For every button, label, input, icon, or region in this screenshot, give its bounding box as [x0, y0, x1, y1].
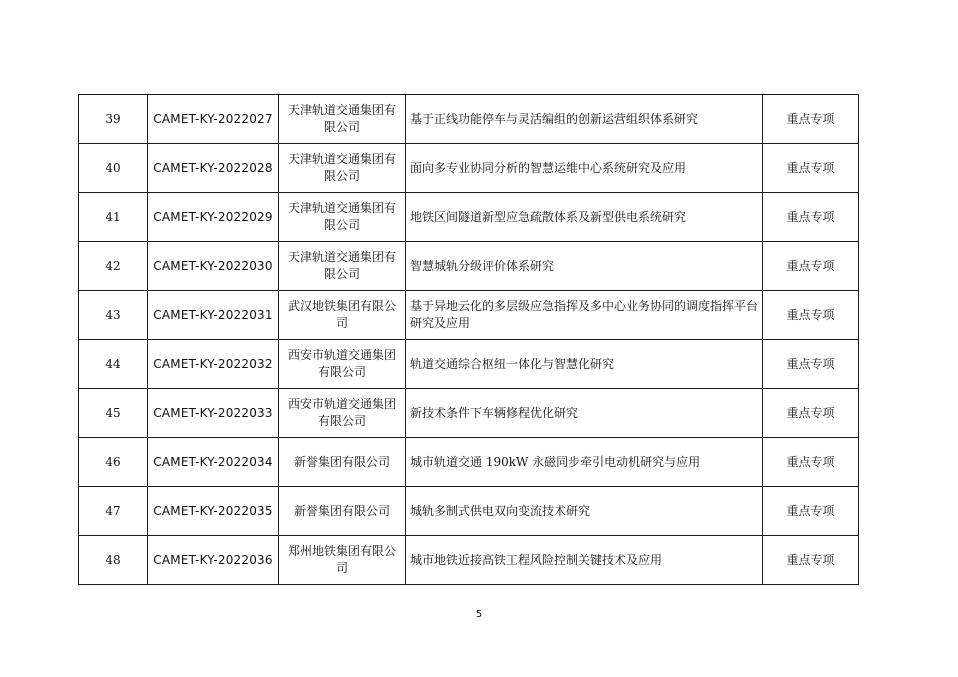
project-title-cell: 轨道交通综合枢纽一体化与智慧化研究 — [406, 340, 763, 389]
row-number-cell: 44 — [79, 340, 148, 389]
organization-cell: 天津轨道交通集团有限公司 — [279, 242, 406, 291]
row-number-cell: 48 — [79, 536, 148, 585]
project-title-cell: 基于异地云化的多层级应急指挥及多中心业务协同的调度指挥平台研究及应用 — [406, 291, 763, 340]
project-type-cell: 重点专项 — [763, 438, 859, 487]
row-number-cell: 39 — [79, 95, 148, 144]
project-title-cell: 面向多专业协同分析的智慧运维中心系统研究及应用 — [406, 144, 763, 193]
project-code-cell: CAMET-KY-2022035 — [148, 487, 279, 536]
project-code-cell: CAMET-KY-2022032 — [148, 340, 279, 389]
project-type-cell: 重点专项 — [763, 193, 859, 242]
row-number-cell: 45 — [79, 389, 148, 438]
project-type-cell: 重点专项 — [763, 487, 859, 536]
project-title-cell: 城市轨道交通 190kW 永磁同步牵引电动机研究与应用 — [406, 438, 763, 487]
project-type-cell: 重点专项 — [763, 389, 859, 438]
project-code-cell: CAMET-KY-2022030 — [148, 242, 279, 291]
organization-cell: 天津轨道交通集团有限公司 — [279, 144, 406, 193]
organization-cell: 新誉集团有限公司 — [279, 487, 406, 536]
project-type-cell: 重点专项 — [763, 95, 859, 144]
table-row — [79, 242, 859, 291]
organization-cell: 新誉集团有限公司 — [279, 438, 406, 487]
table-row — [79, 536, 859, 585]
project-code-cell: CAMET-KY-2022027 — [148, 95, 279, 144]
organization-cell: 郑州地铁集团有限公司 — [279, 536, 406, 585]
table-row — [79, 193, 859, 242]
row-number-cell: 42 — [79, 242, 148, 291]
table-row — [79, 144, 859, 193]
project-title-cell: 城市地铁近接高铁工程风险控制关键技术及应用 — [406, 536, 763, 585]
project-table-body — [79, 95, 859, 585]
project-code-cell: CAMET-KY-2022028 — [148, 144, 279, 193]
row-number-cell: 46 — [79, 438, 148, 487]
project-title-cell: 地铁区间隧道新型应急疏散体系及新型供电系统研究 — [406, 193, 763, 242]
project-type-cell: 重点专项 — [763, 340, 859, 389]
project-table — [78, 94, 859, 585]
organization-cell: 武汉地铁集团有限公司 — [279, 291, 406, 340]
organization-cell: 天津轨道交通集团有限公司 — [279, 95, 406, 144]
project-title-cell: 新技术条件下车辆修程优化研究 — [406, 389, 763, 438]
table-row — [79, 340, 859, 389]
row-number-cell: 40 — [79, 144, 148, 193]
project-code-cell: CAMET-KY-2022036 — [148, 536, 279, 585]
page-number: 5 — [475, 609, 483, 620]
project-code-cell: CAMET-KY-2022029 — [148, 193, 279, 242]
project-code-cell: CAMET-KY-2022034 — [148, 438, 279, 487]
table-row — [79, 389, 859, 438]
project-title-cell: 基于正线功能停车与灵活编组的创新运营组织体系研究 — [406, 95, 763, 144]
project-type-cell: 重点专项 — [763, 144, 859, 193]
row-number-cell: 43 — [79, 291, 148, 340]
project-type-cell: 重点专项 — [763, 291, 859, 340]
table-row — [79, 95, 859, 144]
organization-cell: 西安市轨道交通集团有限公司 — [279, 340, 406, 389]
project-type-cell: 重点专项 — [763, 536, 859, 585]
table-row — [79, 438, 859, 487]
project-code-cell: CAMET-KY-2022031 — [148, 291, 279, 340]
project-code-cell: CAMET-KY-2022033 — [148, 389, 279, 438]
organization-cell: 天津轨道交通集团有限公司 — [279, 193, 406, 242]
project-title-cell: 智慧城轨分级评价体系研究 — [406, 242, 763, 291]
project-title-cell: 城轨多制式供电双向变流技术研究 — [406, 487, 763, 536]
row-number-cell: 47 — [79, 487, 148, 536]
table-row — [79, 487, 859, 536]
row-number-cell: 41 — [79, 193, 148, 242]
table-row — [79, 291, 859, 340]
organization-cell: 西安市轨道交通集团有限公司 — [279, 389, 406, 438]
project-type-cell: 重点专项 — [763, 242, 859, 291]
